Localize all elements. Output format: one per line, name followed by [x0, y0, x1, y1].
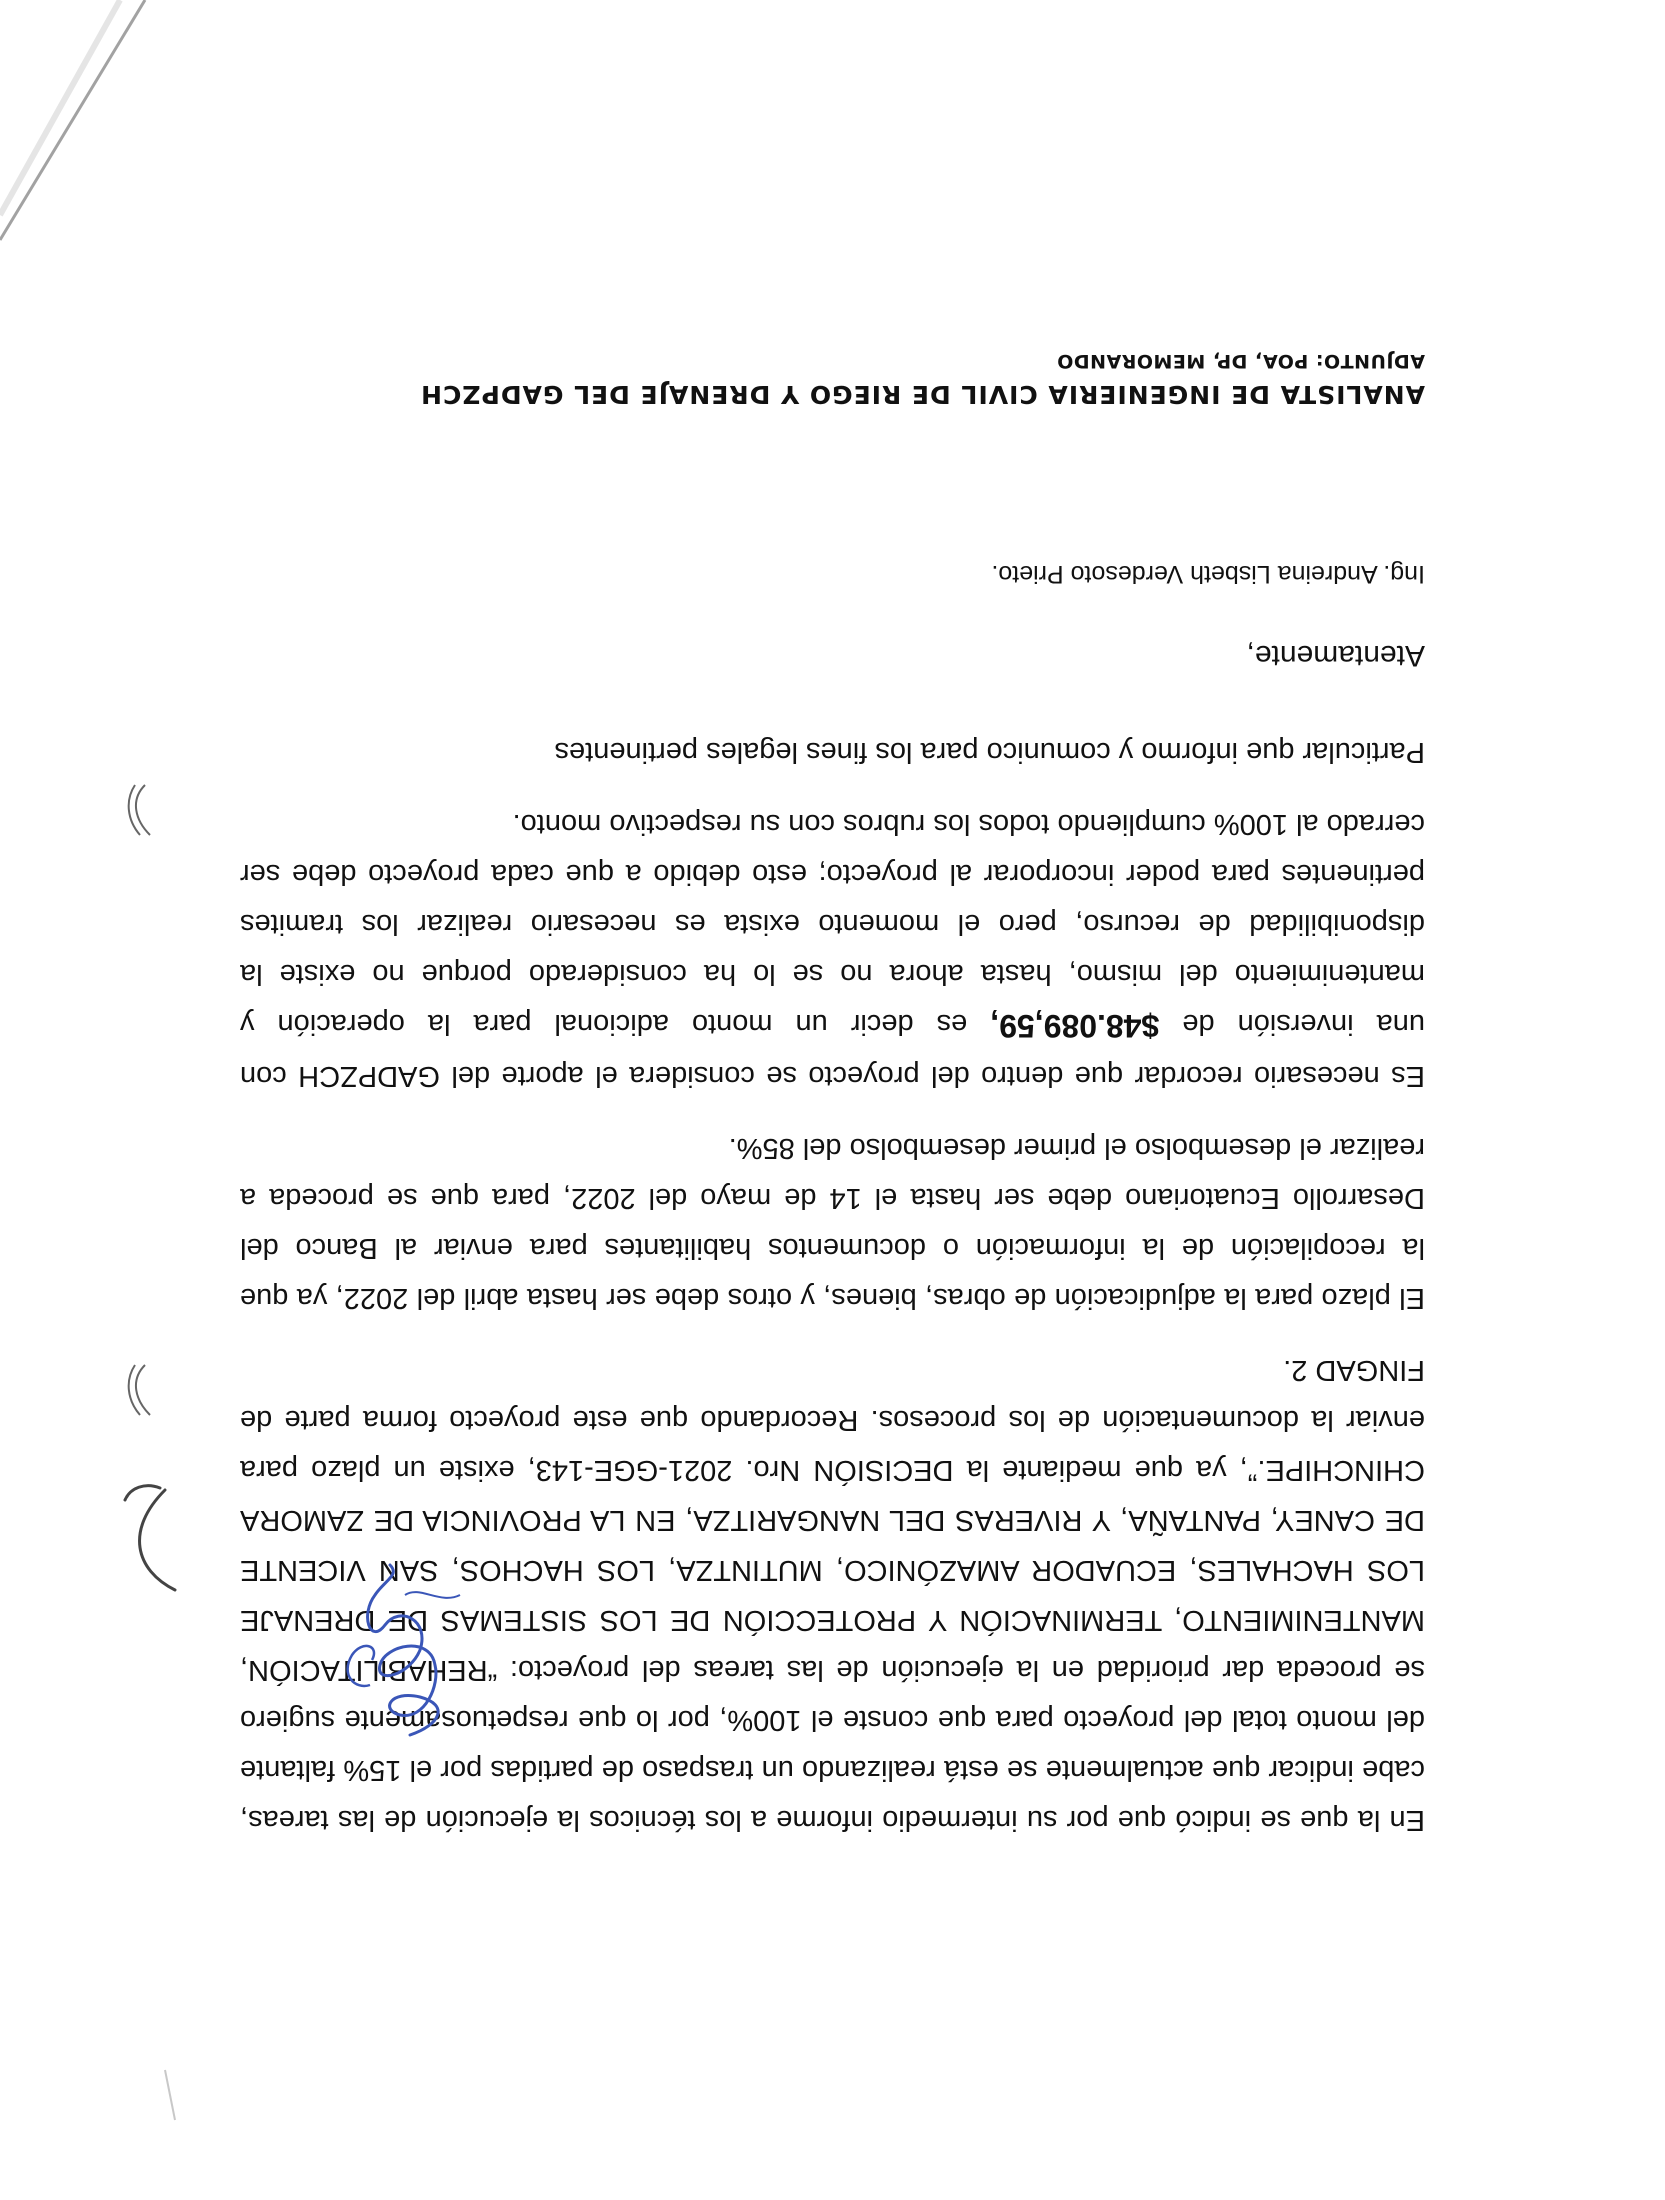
closing: Atentamente, — [1246, 639, 1425, 672]
paragraph-3 — [240, 799, 1425, 1101]
attachments: ADJUNTO: POA, DP, MEMORANDO — [1056, 350, 1425, 372]
paragraph-3-before: Es necesario recordar que dentro del proyecto se considera el aporte del GADPZCH con una inversión de — [240, 1008, 1425, 1092]
pencil-tick-mark — [115, 1360, 165, 1420]
pencil-tick-mark — [115, 780, 165, 840]
paragraph-4: Particular que informo y comunico para los fines legales pertinentes — [554, 736, 1425, 768]
signer-name: Ing. Andreina Lisbeth Verdesoto Prieto. — [991, 560, 1425, 588]
paragraph-2: El plazo para la adjudicación de obras, bienes, y otros debe ser hasta abril del 2022, ya que la recopilación de la información o documentos habilitantes para enviar al Banco del Desarrollo Ecuatoriano debe ser hasta el 14 de mayo del 2022, para que se proceda a realizar el desembolso el primer desembolso del 85%. — [240, 1132, 1425, 1314]
signer-title: ANALISTA DE INGENIERIA CIVIL DE RIEGO Y DRENAJE DEL GADPZCH — [420, 380, 1425, 409]
paragraph-3-after: es decir un monto adicional para la operación y mantenimiento del mismo, hasta ahora no se lo ha considerado porque no existe la disponibilidad de recurso, pero el momento exista es necesario realizar los tramites pertinentes para poder incorporar al proyecto; esto debido a que cada proyecto debe ser cerrado al 100% cumpliendo todos los rubros con su respectivo monto. — [240, 808, 1425, 1040]
handwritten-signature — [320, 1555, 480, 1745]
investment-amount: $48.089,59, — [990, 1008, 1160, 1044]
paragraph-1: En la que se indicó que por su intermedio informe a los técnicos la ejecución de las tareas, cabe indicar que actualmente se está realizando un traspaso de partidas por el 15% faltante del monto total del proyecto para que conste el 100%, por lo que respetuosamente sugiero se proceda dar prioridad en la ejecución de las tareas del proyecto: “REHABILITACIÓN, MANTENIMIENTO, TERMINACIÓN Y PROTECCIÓN DE LOS SISTEMAS DE DRENAJE LOS HACHALES, ECUADOR AMAZÓNICO, MUTINTZA, LOS HACHOS, SAN VICENTE DE CANEY, PANTAÑA, Y RIVERAS DEL NANGARITZA, EN LA PROVINCIA DE ZAMORA CHINCHIPE.”, ya que mediante la DECISIÓN Nro. 2021-GGE-143, existe un plazo para enviar la documentación de los procesos. Recordando que este proyecto forma parte de FINGAD 2. — [240, 1354, 1425, 1836]
pencil-margin-mark — [105, 1480, 205, 1600]
